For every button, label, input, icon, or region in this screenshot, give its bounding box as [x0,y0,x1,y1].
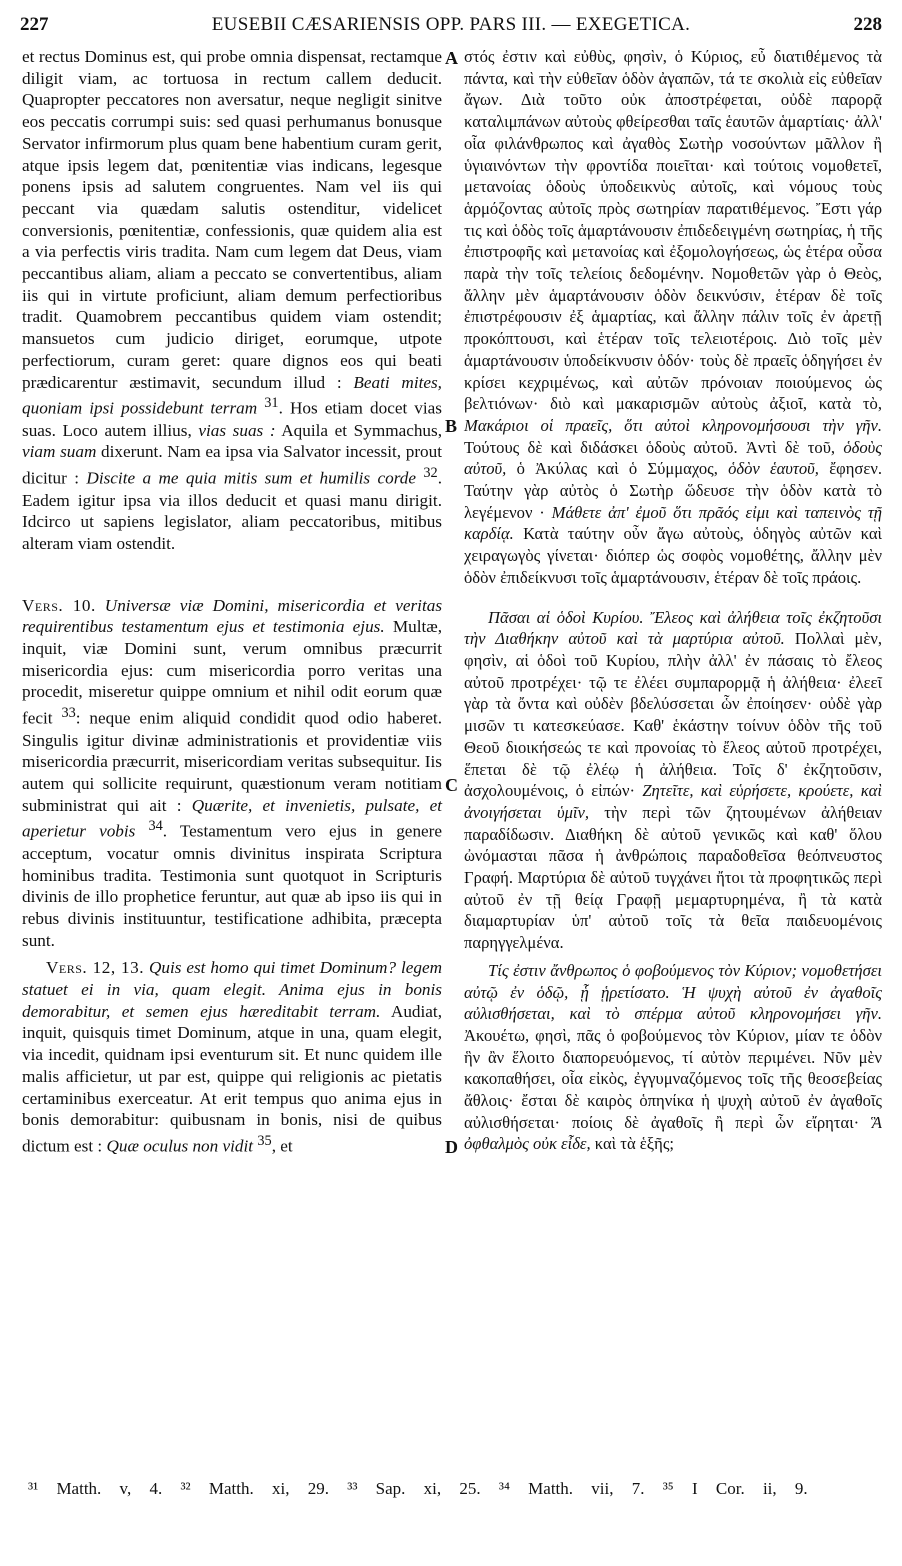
latin-lemma-10: Universæ viæ Domini, misericordia et veritas requirentibus testamentum ejus et testimonia ejus. [22,595,443,637]
greek-quote-mathete: Μάθετε ἀπ' ἐμοῦ ὅτι πρᾶός εἰμι καὶ ταπεινὸς τῇ καρδίᾳ. [464,502,883,544]
latin-quote-beati: Beati mites, quoniam ipsi possidebunt terram [22,372,442,418]
footnote-ref-32: 32 [423,465,438,482]
greek-verse-10: Πᾶσαι αἱ ὁδοὶ Κυρίου. Ἔλεος καὶ ἀλήθεια τοῖς ἐκζητοῦσι τὴν Διαθήκην αὐτοῦ καὶ τὰ μαρτύρια αὐτοῦ. Πολλαὶ μὲν, φησὶν, αἱ ὁδοὶ τοῦ Κυρίου, πλὴν ἀλλ' ἐν πάσαις τὸ ἔλεος αὐτοῦ προτρέχει· τῷ τε ἐλέει συμπαρορμᾷ ἡ ἀλήθεια· ἐλεεῖ γὰρ τὰ ὄντα καὶ οὐδὲν βδελύσσεται ὧν ἐποίησεν· οὐδὲ γὰρ μισῶν τι κατεσκεύασε. Καθ' ἑκάστην τοίνυν ὁδὸν τῆς τοῦ Θεοῦ διοικήσεώς τε καὶ προνοίας τὸ ἔλεος αὐτοῦ προτρέχει, ἕπεται δὲ τῷ ἐλέῳ ἡ ἀλήθεια. Τοῖς δ' ἐκζητοῦσιν, ἀσχολουμένοις, ὁ εἰπών· Ζητεῖτε, καὶ εὑρήσετε, κρούετε, καὶ ἀνοιγήσεται ὑμῖν, τὴν περὶ τῶν ζητουμένων ἀλήθειαν παραδίδωσιν. Διαθήκη δὲ αὐτοῦ γενικῶς καὶ καθ' ὅλου ὠνόμασται πᾶσα ἡ ἀνθρώποις παραδοθεῖσα θεόπνευστος Γραφή. Μαρτύρια δὲ αὐτοῦ τυγχάνει ἤτοι τὰ προφητικῶς περὶ αὐτοῦ ἐν τῇ θείᾳ Γραφῇ μεμαρτυρημένα, ἢ τὰ κατὰ διαμαρτυρίαν ὑπ' αὐτοῦ τοῖς τὰ θεῖα παιδευομένοις παρηγγελμένα. [464,607,883,953]
latin-verse-10: Vers. 10. Universæ viæ Domini, misericordia et veritas requirentibus testamentum ejus et testimonia ejus. Multæ, inquit, viæ Domini sunt, verum omnibus præcurrit misericordia ejus: cum misericordia porro veritas una procedit, miseretur quippe omnium et nihil odit eorum quæ fecit $^{33}$: neque enim aliquid condidit quod odio haberet. Singulis igitur divinæ administrationis et providentiæ viis misericordia præcurrit, misericordiam veritas subsequitur. Iis autem qui sollicite requirunt, quæstionum veram notitiam subministrat qui ait : Quærite, et invenietis, pulsate, et aperietur vobis $^{34}$. Testamentum vero ejus in genere acceptum, vocatur omnis divinitus inspirata Scriptura hominibus tradita. Testimonia sunt quotquot in Scripturis divinis de illo prophetice feruntur, aut quæ ab ipso iis qui in rebus divinis instituuntur, testificatione adhibita, præcepta sunt. [22,595,443,950]
greek-lemma-10: Πᾶσαι αἱ ὁδοὶ Κυρίου. Ἔλεος καὶ ἀλήθεια τοῖς ἐκζητοῦσι τὴν Διαθήκην αὐτοῦ καὶ τὰ μαρτύρια αὐτοῦ. [464,607,882,649]
footnote-ref-34: 34 [148,818,163,835]
greek-lemma-12-13: Τίς ἐστιν ἄνθρωπος ὁ φοβούμενος τὸν Κύριον; νομοθετήσει αὐτῷ ἐν ὁδῷ, ᾗ ᾑρετίσατο. Ἡ ψυχὴ αὐτοῦ ἐν ἀγαθοῖς αὐλισθήσεται, καὶ τὸ σπέρμα αὐτοῦ κληρονομήσει γῆν. [464,960,882,1024]
verse-label-12-13: Vers. 12, 13. [46,958,145,978]
running-title: EUSEBII CÆSARIENSIS OPP. PARS III. — EXEGETICA. [211,14,691,35]
footnote-ref-35: 35 [257,1132,272,1149]
page-number-left: 227 [20,14,49,35]
latin-column [22,46,442,1157]
verse-label-10: Vers. 10. [22,595,96,615]
latin-lemma-12-13: Quis est homo qui timet Dominum? legem statuet ei in via, quam elegit. Anima ejus in bonis demorabitur, et semen ejus hæreditabit terram. [22,958,442,1021]
section-marker-a: A [445,48,458,68]
greek-paragraph-1: στός ἐστιν καὶ εὐθὺς, φησὶν, ὁ Κύριος, εὖ διατιθέμενος τὰ πάντα, καὶ τὴν εὐθεῖαν ὁδὸν ἀγαπῶν, τά τε σκολιὰ εἰς εὐθεῖαν ἄγων. Διὰ τοῦτο οὐκ ἀποστρέφεται, οὐδὲ παρορᾷ καταλιμπάνων αὐτοὺς φθείρεσθαι ταῖς ἑαυτῶν ἁμαρτίαις· ἀλλ' οἷα φιλάνθρωπος καὶ ἀγαθὸς Σωτὴρ νοσούντων μᾶλλον ἢ ὑγιαινόντων τὴν φροντίδα ποιεῖται· καὶ τούτοις νομοθετεῖ, μετανοίας ὁδοὺς ὑποδεικνὺς αὐτοῖς, καὶ νόμους τοὺς ἁρμόζοντας αὐτοῖς πρὸς σωτηρίαν παρατιθέμενος. Ἔστι γάρ τις καὶ ὁδὸς τοῖς ἁμαρτάνουσιν ἐπιδεδειγμένη σωτηρίας, ἡ τῆς ἐπιστροφῆς καὶ μετανοίας καὶ ἐξομολογήσεως, ὡς ἑτέρα οὖσα παρὰ τὴν τοῖς τελείοις δεδομένην. Νομοθετῶν γὰρ ὁ Θεὸς, ἄλλην μὲν ἁμαρτάνουσιν ὁδὸν δεικνύσιν, ἑτέραν δὲ τοῖς ἐπιστρέφουσιν ἐξ ἁμαρτίας, καὶ ἄλλην πάλιν τοῖς ἐν ἀρετῇ προκόπτουσι, καὶ ἑτέραν τοῖς τελειοτέροις. Διὸ τοῖς μὲν ἁμαρτάνουσιν ὑποδείκνυσιν ὁδόν· τοὺς δὲ πραεῖς ὁδηγήσει ἐν κρίσει κεχριμένως, καὶ αὐτῶν πρόνοιαν ποιούμενος ὡς βελτιόνων· διὸ καὶ μακαρισμῶν αὐτοὺς ἀξιοῖ, κατὰ τὸ, Μακάριοι οἱ πραεῖς, ὅτι αὐτοὶ κληρονομήσουσι τὴν γῆν. Τούτους δὲ καὶ διδάσκει ὁδοὺς αὐτοῦ. Ἀντὶ δὲ τοῦ, ὁδοὺς αὐτοῦ, ὁ Ἀκύλας καὶ ὁ Σύμμαχος, ὁδὸν ἑαυτοῦ, ἔφησεν. Ταύτην γὰρ αὐτὸς ὁ Σωτὴρ ὥδευσε τὴν ὁδὸν κατὰ τὸ λεγέμενον · Μάθετε ἀπ' ἐμοῦ ὅτι πρᾶός εἰμι καὶ ταπεινὸς τῇ καρδίᾳ. Κατὰ ταύτην οὖν ἄγω αὐτοὺς, ὁδηγὸς αὐτῶν καὶ χειραγωγὸς γίνεται· διόπερ ὡς σοφὸς νομοθέτης, ἄλλην μὲν ὁδὸν ἐπιδείκνυσι τοῖς ἁμαρτάνουσιν, ἑτέραν δὲ τοῖς πράοις. [464,47,883,587]
greek-quote-ophthalmos: Ἃ ὀφθαλμὸς οὐκ εἶδε, [464,1112,882,1154]
greek-verse-12-13: Τίς ἐστιν ἄνθρωπος ὁ φοβούμενος τὸν Κύριον; νομοθετήσει αὐτῷ ἐν ὁδῷ, ᾗ ᾑρετίσατο. Ἡ ψυχὴ αὐτοῦ ἐν ἀγαθοῖς αὐλισθήσεται, καὶ τὸ σπέρμα αὐτοῦ κληρονομήσει γῆν. Ἀκουέτω, φησὶ, πᾶς ὁ φοβούμενος τὸν Κύριον, μίαν τε ὁδὸν ἣν ἂν ἕλοιτο διαπορευόμενος, τί αὐτὸν περιμένει. Νῦν μὲν κακοπαθήσει, οἷα εἰκὸς, ἐγγυμναζόμενος τοῖς τῆς θεοσεβείας ἄθλοις· ἔσται δὲ καιρὸς ὁπηνίκα ἡ ψυχὴ αὐτοῦ ἐν ἀγαθοῖς αὐλισθήσεται· ποίοις δὲ ἀγαθοῖς ἢ περὶ ὧν εἴρηται· Ἃ ὀφθαλμὸς οὐκ εἶδε, καὶ τὰ ἑξῆς; [464,960,882,1154]
latin-quote-quaerite: Quærite, et invenietis, pulsate, et aperietur vobis [22,795,443,842]
latin-paragraph-1: et rectus Dominus est, qui probe omnia dispensat, rectamque diligit viam, ac tortuosa in rectum callem deducit. Quapropter peccatores non aversatur, neque negligit sinitve eos peccatis corrumpi suis: sed quasi perhumanus bonusque Servator infirmorum plus quam bene habentium curam gerit, atque ipsis legem dat, pœnitentiæ vias indicans, legesque ponens ipsis ad salutem congruentes. Nam vel iis qui peccant via quædam salutis ostenditur, videlicet conversionis, pœnitentiæ, confessionis, quæ quidem alia est a via perfectis viris tradita. Nam cum legem dat Deus, viam peccantibus aliam, aliam a peccato se convertentibus, aliam iis qui in virtute proficiunt, aliam demum perfectioribus tradit. Quamobrem peccantibus quidem viam ostendit; mansuetos cum judicio diriget, eorumque, utpote perfectiorum, curam geret: quare dignos eos qui beati prædicarentur æstimavit, secundum illud : Beati mites, quoniam ipsi possidebunt terram $^{31}$. Hos etiam docet vias suas. Loco autem illius, vias suas : Aquila et Symmachus, viam suam dixerunt. Nam ea ipsa via Salvator incessit, prout dicitur : Discite a me quia mitis sum et humilis corde $^{32}$. Eadem igitur ipsa via illos deducit et quasi manu dirigit. Idcirco ut sapiens legislator, aliam peccatoribus, mitibus alteram viam ostendit. [22,47,443,553]
running-header [20,8,882,42]
greek-quote-makarioi: Μακάριοι οἱ πραεῖς, ὅτι αὐτοὶ κληρονομήσουσι τὴν γῆν. [464,415,882,435]
latin-verse-12-13: Vers. 12, 13. Quis est homo qui timet Dominum? legem statuet ei in via, quam elegit. Anima ejus in bonis demorabitur, et semen ejus hæreditabit terram. Audiat, inquit, quisquis timet Dominum, atque in una, quam elegit, via incedit, quidnam ipsi eventurum sit. Et nunc quidem ille malis afficietur, ut par est, quippe qui religionis ac pietatis certaminibus exerceatur. At erit tempus quo anima ejus in bonis demorabitur: quibusnam in bonis, nisi de quibus dictum est : Quæ oculus non vidit $^{35}$, et [22,958,442,1156]
section-marker-b: B [445,416,458,436]
greek-column [464,46,882,1155]
footnote-ref-33: 33 [61,705,76,722]
footnotes: ³¹ Matth. v, 4. ³² Matth. xi, 29. ³³ Sap. xi, 25. ³⁴ Matth. vii, 7. ³⁵ I Cor. ii, 9. [28,1479,808,1498]
section-marker-c: C [445,775,458,795]
page-number-right: 228 [853,14,882,35]
latin-quote-discite: Discite a me quia mitis sum et humilis corde [86,468,416,488]
section-marker-d: D [445,1137,458,1157]
footnote-ref-31: 31 [264,395,279,412]
latin-quote-oculus: Quæ oculus non vidit [106,1136,254,1156]
footnote-divider [22,1468,882,1469]
greek-quote-zeteite: Ζητεῖτε, καὶ εὑρήσετε, κρούετε, καὶ ἀνοιγήσεται ὑμῖν, [464,781,882,822]
